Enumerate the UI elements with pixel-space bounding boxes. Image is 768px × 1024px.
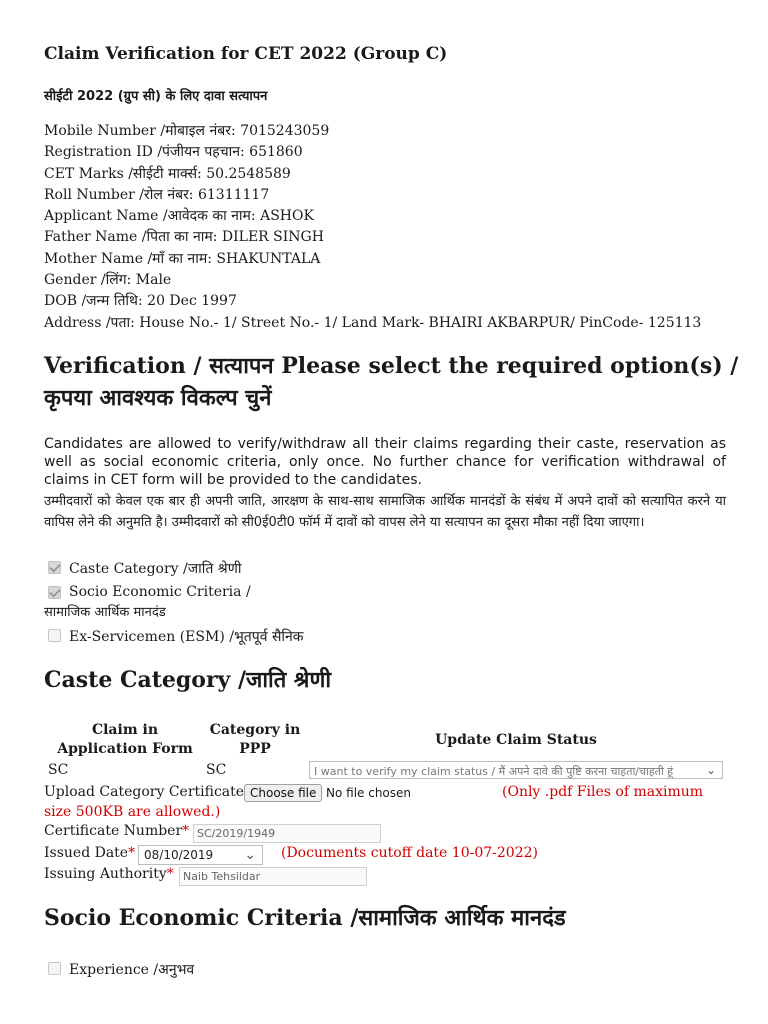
col-claim-line1: Claim in bbox=[91, 722, 159, 738]
claim-value: SC bbox=[48, 762, 69, 778]
page-title: Claim Verification for CET 2022 (Group C) bbox=[44, 44, 448, 64]
col-ppp-line2: PPP bbox=[239, 741, 271, 757]
col-ppp-line1: Category in bbox=[209, 722, 301, 738]
chevron-down-icon: ⌄ bbox=[705, 763, 716, 777]
address: Address /पता: House No.- 1/ Street No.- 1/ Land Mark- BHAIRI AKBARPUR/ PinCode- 125113 bbox=[44, 314, 702, 331]
option-socio-economic[interactable] bbox=[48, 584, 251, 600]
file-name-text: No file chosen bbox=[326, 786, 412, 800]
gender: Gender /लिंग: Male bbox=[44, 272, 172, 289]
claim-status-value: I want to verify my claim status / मैं अपने दावे की पुष्टि करना चाहता/चाहती हूं bbox=[314, 765, 674, 778]
certificate-number-label bbox=[44, 823, 189, 839]
dob: DOB /जन्म तिथि: 20 Dec 1997 bbox=[44, 293, 237, 310]
cutoff-note: (Documents cutoff date 10-07-2022) bbox=[281, 845, 538, 861]
upload-certificate-label: Upload Category Certificate bbox=[44, 784, 245, 800]
issued-date-label bbox=[44, 845, 135, 861]
page-subtitle: सीईटी 2022 (ग्रुप सी) के लिए दावा सत्यापन bbox=[44, 89, 268, 104]
required-mark: * bbox=[166, 866, 174, 882]
ex-servicemen-checkbox[interactable] bbox=[48, 629, 61, 642]
father-name: Father Name /पिता का नाम: DILER SINGH bbox=[44, 229, 324, 246]
verification-heading bbox=[44, 350, 738, 414]
required-mark: * bbox=[128, 845, 136, 861]
chevron-down-icon: ⌄ bbox=[244, 847, 256, 863]
upload-note-line1: (Only .pdf Files of maximum bbox=[502, 784, 704, 800]
verification-notice-en: Candidates are allowed to verify/withdraw all their claims regarding their caste, reservation as well as social economic criteria, only once. No further chance for verification withdrawal of claims in CET form will be provided to the candidates. bbox=[44, 436, 726, 488]
applicant-name: Applicant Name /आवेदक का नाम: ASHOK bbox=[44, 208, 314, 225]
col-update-claim-status: Update Claim Status bbox=[435, 732, 597, 748]
caste-category-heading: Caste Category /जाति श्रेणी bbox=[44, 667, 332, 693]
registration-id: Registration ID /पंजीयन पहचान: 651860 bbox=[44, 144, 303, 161]
caste-category-checkbox[interactable] bbox=[48, 561, 61, 574]
col-claim-line2: Application Form bbox=[57, 741, 193, 757]
ppp-value: SC bbox=[206, 762, 227, 778]
experience-checkbox[interactable] bbox=[48, 962, 61, 975]
col-claim-in-application bbox=[50, 721, 200, 759]
experience-label: Experience /अनुभव bbox=[69, 962, 195, 978]
upload-note-line2: size 500KB are allowed.) bbox=[44, 804, 221, 820]
verification-heading-line1: Verification / सत्यापन Please select the required option(s) / bbox=[44, 353, 739, 379]
issued-date-value: 08/10/2019 bbox=[144, 848, 214, 862]
socio-economic-label-hi: सामाजिक आर्थिक मानदंड bbox=[44, 605, 166, 620]
mother-name: Mother Name /माँ का नाम: SHAKUNTALA bbox=[44, 250, 321, 267]
verification-notice-hi: उम्मीदवारों को केवल एक बार ही अपनी जाति, आरक्षण के साथ-साथ सामाजिक आर्थिक मानदंडों के संबंध में अपने दावों को सत्यापित करने या वापिस लेने की अनुमति है। उम्मीदवारों को सी0ई0टी0 फॉर्म में दावों को वापस लेने या सत्यापन का दूसरा मौका नहीं दिया जाएगा। bbox=[44, 494, 726, 530]
issuing-authority-text: Issuing Authority bbox=[44, 866, 167, 882]
issued-date-text: Issued Date bbox=[44, 845, 129, 861]
cet-marks: CET Marks /सीईटी मार्क्स: 50.2548589 bbox=[44, 165, 291, 182]
roll-number: Roll Number /रोल नंबर: 61311117 bbox=[44, 186, 270, 203]
caste-category-label: Caste Category /जाति श्रेणी bbox=[69, 561, 242, 577]
issuing-authority-input[interactable]: Naib Tehsildar bbox=[179, 867, 367, 886]
applicant-info bbox=[44, 121, 701, 334]
certificate-number-text: Certificate Number bbox=[44, 823, 183, 839]
col-category-in-ppp bbox=[200, 721, 310, 759]
required-mark: * bbox=[182, 823, 190, 839]
claim-status-select[interactable] bbox=[309, 761, 723, 779]
socio-economic-checkbox[interactable] bbox=[48, 586, 61, 599]
choose-file-button[interactable]: Choose file bbox=[244, 784, 322, 802]
ex-servicemen-label: Ex-Servicemen (ESM) /भूतपूर्व सैनिक bbox=[69, 629, 304, 645]
option-caste-category[interactable] bbox=[48, 559, 241, 578]
option-experience[interactable] bbox=[48, 960, 194, 979]
verification-heading-line2: कृपया आवश्यक विकल्प चुनें bbox=[44, 385, 272, 411]
certificate-number-input[interactable]: SC/2019/1949 bbox=[193, 824, 381, 843]
issuing-authority-label bbox=[44, 866, 174, 882]
issued-date-input[interactable] bbox=[138, 845, 263, 865]
socio-economic-label: Socio Economic Criteria / bbox=[69, 584, 251, 600]
option-ex-servicemen[interactable] bbox=[48, 627, 304, 646]
mobile-number: Mobile Number /मोबाइल नंबर: 7015243059 bbox=[44, 123, 330, 139]
socio-economic-heading: Socio Economic Criteria /सामाजिक आर्थिक मानदंड bbox=[44, 905, 566, 931]
